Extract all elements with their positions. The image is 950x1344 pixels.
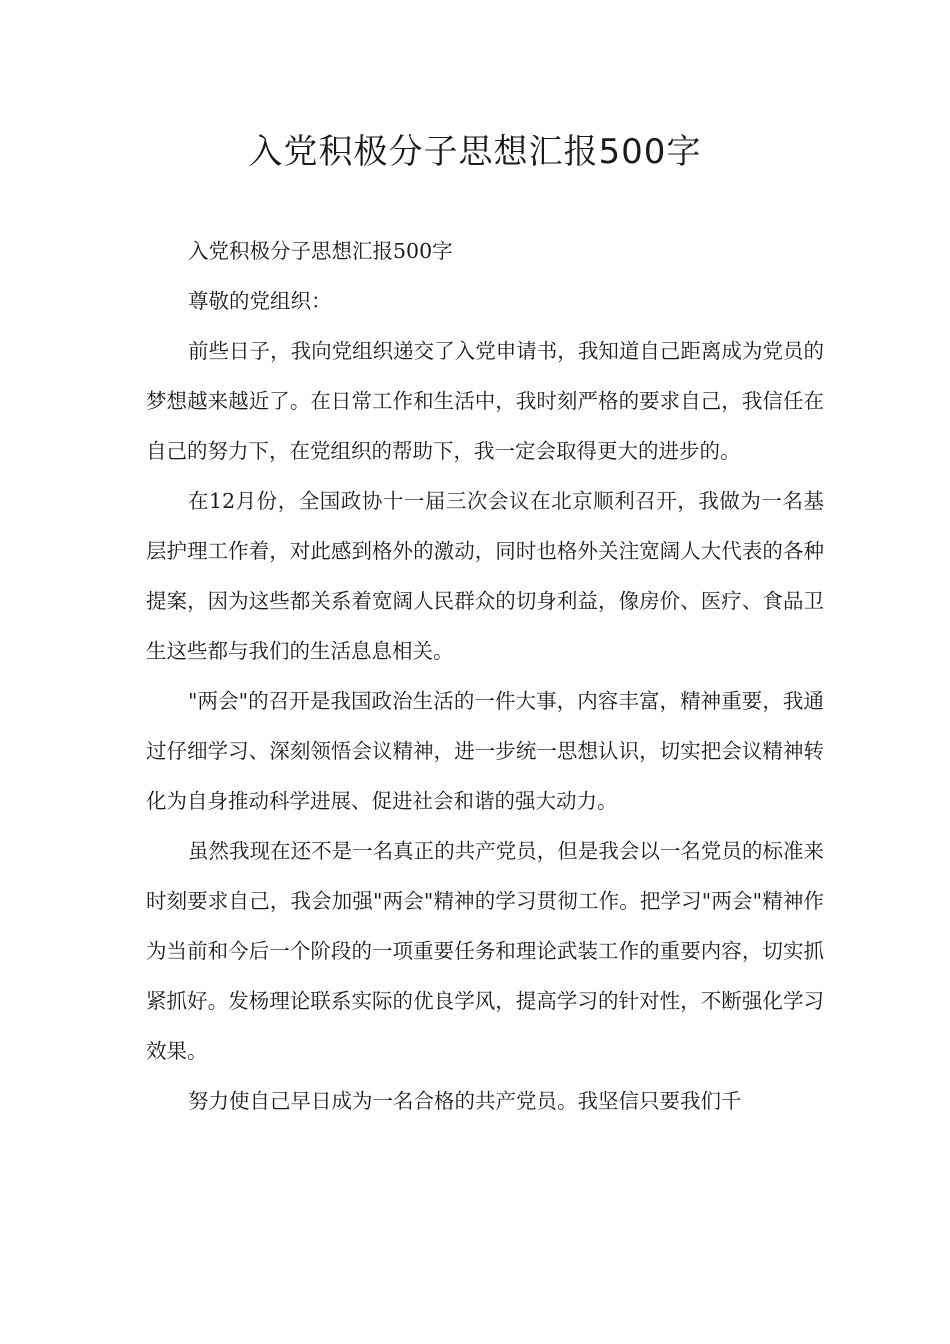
document-title: 入党积极分子思想汇报500字: [248, 132, 702, 172]
paragraph: 在12月份，全国政协十一届三次会议在北京顺利召开，我做为一名基层护理工作着，对此感到格外的激动，同时也格外关注宽阔人大代表的各种提案，因为这些都关系着宽阔人民群众的切身利益，像房价、医疗、食品卫生这些都与我们的生活息息相关。: [146, 489, 824, 663]
paragraph: "两会"的召开是我国政治生活的一件大事，内容丰富，精神重要，我通过仔细学习、深刻领悟会议精神，进一步统一思想认识，切实把会议精神转化为自身推动科学进展、促进社会和谐的强大动力。: [146, 689, 824, 813]
document-body: [146, 226, 824, 1126]
paragraph-salutation: 尊敬的党组织：: [188, 289, 332, 313]
paragraph: 努力使自己早日成为一名合格的共产党员。我坚信只要我们千: [188, 1089, 742, 1113]
paragraph: 前些日子，我向党组织递交了入党申请书，我知道自己距离成为党员的梦想越来越近了。在日常工作和生活中，我时刻严格的要求自己，我信任在自己的努力下，在党组织的帮助下，我一定会取得更大的进步的。: [146, 339, 824, 463]
paragraph: 虽然我现在还不是一名真正的共产党员，但是我会以一名党员的标准来时刻要求自己，我会加强"两会"精神的学习贯彻工作。把学习"两会"精神作为当前和今后一个阶段的一项重要任务和理论武装工作的重要内容，切实抓紧抓好。发杨理论联系实际的优良学风，提高学习的针对性，不断强化学习效果。: [146, 839, 824, 1063]
paragraph-subtitle: 入党积极分子思想汇报500字: [188, 239, 453, 263]
